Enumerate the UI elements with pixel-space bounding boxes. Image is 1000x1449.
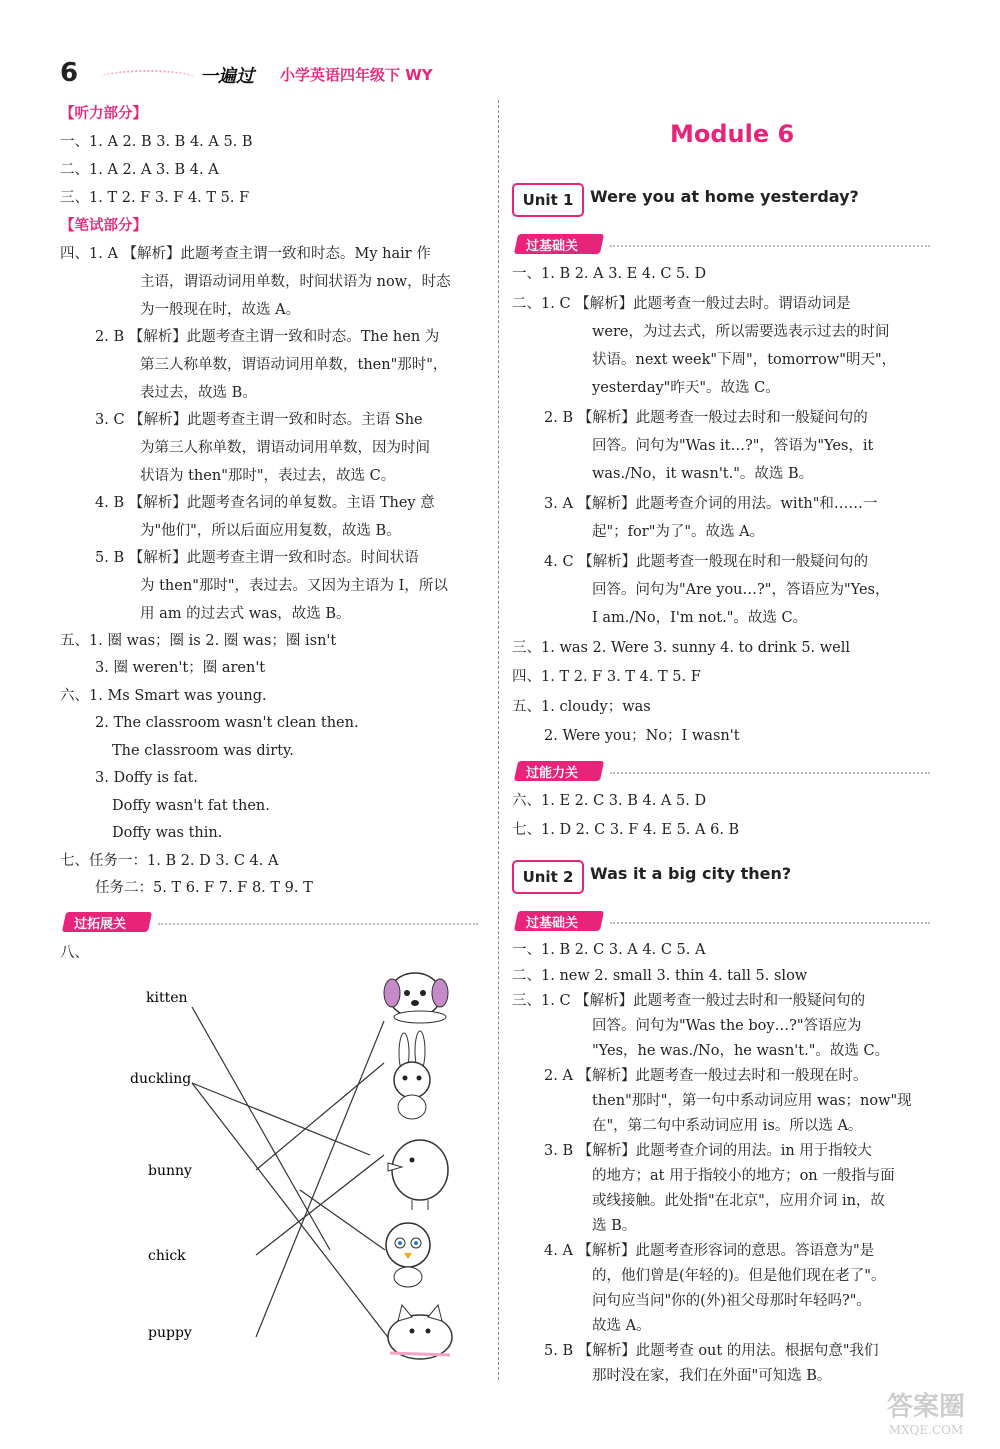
answer-line: 为 then"那时"，表过去。又因为主语为 I，所以 bbox=[140, 578, 448, 594]
svg-text:答案圈: 答案圈 bbox=[886, 1392, 966, 1422]
answer-line: 四、1. T 2. F 3. T 4. T 5. F bbox=[512, 669, 701, 685]
answer-line: 4. A 【解析】此题考查形容词的意思。答语意为"是 bbox=[544, 1243, 875, 1259]
left-column: 【听力部分】 一、1. A 2. B 3. B 4. A 5. B 二、1. A 2. A 3. B 4. A 三、1. T 2. F 3. F 4. T 5. F 【笔试部分】 四、1. A 【解析】此题考查主谓一致和时态。My hair 作 主语，谓语动词用单数，时间状语为 now，时态 为一般现在时，故选 A。 2. B 【解析】此题考查主谓一致和时态。The hen 为 第三人称单数，谓语动词用单数，then"那时"， 表过去，故选 B。 3. C 【解析】此题考查主谓一致和时态。主语 She 为第三人称单数，谓语动词用单数，因为时间 状语为 then"那时"，表过去，故选 C。 4. B 【解析】此题考查名词的单复数。主语 They 意 为"他们"，所以后面应用复数，故选 B。 5. B 【解析】此题考查主谓一致和时态。时间状语 为 then"那时"，表过去。又因为主语为 I，所以 用 am 的过去式 was，故选 B。 五、1. 圈 was；圈 is 2. 圈 was；圈 isn't 3. 圈 weren't；圈 aren't 六、1. Ms Smart was young. 2. The classroom wasn't clean then. The classroom was dirty. 3. Doffy is fat. Doffy wasn't fat then. Doffy was thin. 七、任务一：1. B 2. D 3. C 4. A 任务二：5. T 6. F 7. F 8. T 9. T 过拓展关 八、 kitten duckling bunny chick puppy bbox=[60, 0, 490, 1449]
answer-line: 2. Were you；No；I wasn't bbox=[544, 728, 740, 744]
unit-2-label: Unit 2 bbox=[512, 860, 584, 894]
answer-line: The classroom was dirty. bbox=[112, 743, 294, 759]
answer-line: 用 am 的过去式 was，故选 B。 bbox=[140, 606, 351, 622]
answer-line: 起"；for"为了"。故选 A。 bbox=[592, 524, 765, 540]
answer-line: 3. 圈 weren't；圈 aren't bbox=[95, 660, 266, 676]
answer-line: 一、1. A 2. B 3. B 4. A 5. B bbox=[60, 134, 253, 150]
answer-line: 在"，第二句中系动词应用 is。所以选 A。 bbox=[592, 1118, 863, 1134]
bunny-picture bbox=[394, 1031, 430, 1119]
match-lines bbox=[192, 1007, 390, 1340]
unit-1-title: Were you at home yesterday? bbox=[590, 187, 859, 206]
answer-line: 回答。问句为"Was the boy…?"答语应为 bbox=[592, 1018, 862, 1034]
answer-line: 的，他们曾是(年轻的)。但是他们现在老了"。 bbox=[592, 1268, 886, 1284]
answer-line: 一、1. B 2. C 3. A 4. C 5. A bbox=[512, 942, 706, 958]
answer-line: I am./No，I'm not."。故选 C。 bbox=[592, 610, 808, 626]
answer-line: 四、1. A 【解析】此题考查主谓一致和时态。My hair 作 bbox=[60, 246, 431, 262]
answer-line: 3. A 【解析】此题考查介词的用法。with"和……一 bbox=[544, 496, 878, 512]
answer-line: 状语为 then"那时"，表过去，故选 C。 bbox=[140, 468, 396, 484]
answer-line: 5. B 【解析】此题考查主谓一致和时态。时间状语 bbox=[95, 550, 419, 566]
answer-line: 3. B 【解析】此题考查介词的用法。in 用于指较大 bbox=[544, 1143, 872, 1159]
answer-line: Doffy was thin. bbox=[112, 825, 223, 841]
answer-line: 八、 bbox=[60, 945, 89, 961]
answer-line: 回答。问句为"Was it…?"，答语为"Yes，it bbox=[592, 438, 874, 454]
chick-picture bbox=[386, 1223, 430, 1287]
section-listening: 【听力部分】 bbox=[60, 105, 147, 122]
answer-line: 选 B。 bbox=[592, 1218, 637, 1234]
unit-1-label: Unit 1 bbox=[512, 183, 584, 217]
answer-line: 三、1. was 2. Were 3. sunny 4. to drink 5. well bbox=[512, 640, 851, 656]
answer-line: 三、1. T 2. F 3. F 4. T 5. F bbox=[60, 190, 250, 206]
answer-line: 4. B 【解析】此题考查名词的单复数。主语 They 意 bbox=[95, 495, 435, 511]
book-brand: 一遍过 bbox=[200, 66, 254, 87]
unit-2-title: Was it a big city then? bbox=[590, 864, 792, 883]
match-word-duckling: duckling bbox=[130, 1071, 192, 1087]
answer-line: 2. A 【解析】此题考查一般过去时和一般现在时。 bbox=[544, 1068, 868, 1084]
answer-line: 3. C 【解析】此题考查主谓一致和时态。主语 She bbox=[95, 412, 423, 428]
answer-line: Doffy wasn't fat then. bbox=[112, 798, 270, 814]
duckling-picture bbox=[388, 1140, 448, 1210]
answer-line: 五、1. cloudy；was bbox=[512, 699, 651, 715]
answer-line: 为一般现在时，故选 A。 bbox=[140, 302, 301, 318]
answer-line: 一、1. B 2. A 3. E 4. C 5. D bbox=[512, 266, 707, 282]
match-word-bunny: bunny bbox=[148, 1163, 192, 1179]
match-word-puppy: puppy bbox=[148, 1325, 192, 1341]
answer-line: 3. Doffy is fat. bbox=[95, 770, 199, 786]
answer-line: 状语。next week"下周"，tomorrow"明天"， bbox=[592, 352, 897, 368]
answer-line: 主语，谓语动词用单数，时间状语为 now，时态 bbox=[140, 274, 451, 290]
page-number: 6 bbox=[60, 58, 79, 88]
answer-line: yesterday"昨天"。故选 C。 bbox=[592, 380, 780, 396]
answer-line: 的地方；at 用于指较小的地方；on 一般指与面 bbox=[592, 1168, 895, 1184]
answer-line: 六、1. E 2. C 3. B 4. A 5. D bbox=[512, 793, 707, 809]
answer-line: 表过去，故选 B。 bbox=[140, 385, 257, 401]
answer-line: was./No，it wasn't."。故选 B。 bbox=[592, 466, 814, 482]
answer-line: 那时没在家，我们在外面"可知选 B。 bbox=[592, 1368, 832, 1384]
answer-line: 七、任务一：1. B 2. D 3. C 4. A bbox=[60, 853, 279, 869]
answer-line: 故选 A。 bbox=[592, 1318, 651, 1334]
answer-line: 三、1. C 【解析】此题考查一般过去时和一般疑问句的 bbox=[512, 993, 866, 1009]
column-divider bbox=[498, 100, 499, 1380]
answer-line: 二、1. C 【解析】此题考查一般过去时。谓语动词是 bbox=[512, 296, 851, 312]
book-subtitle: 小学英语四年级下 WY bbox=[280, 66, 433, 84]
answer-line: 二、1. A 2. A 3. B 4. A bbox=[60, 162, 219, 178]
kitten-picture bbox=[388, 1305, 452, 1359]
svg-text:MXQE.COM: MXQE.COM bbox=[888, 1423, 964, 1437]
answer-line: 二、1. new 2. small 3. thin 4. tall 5. slow bbox=[512, 968, 808, 984]
answer-line: 2. The classroom wasn't clean then. bbox=[95, 715, 359, 731]
match-word-kitten: kitten bbox=[146, 990, 188, 1006]
puppy-picture bbox=[384, 973, 448, 1023]
answer-line: 为"他们"，所以后面应用复数，故选 B。 bbox=[140, 523, 401, 539]
answer-line: 回答。问句为"Are you…?"，答语应为"Yes， bbox=[592, 582, 890, 598]
answer-line: 六、1. Ms Smart was young. bbox=[60, 688, 267, 704]
answer-line: 或线接触。此处指"在北京"，应用介词 in，故 bbox=[592, 1193, 885, 1209]
section-written: 【笔试部分】 bbox=[60, 217, 147, 234]
answer-line: 2. B 【解析】此题考查一般过去时和一般疑问句的 bbox=[544, 410, 868, 426]
watermark-logo bbox=[866, 1379, 986, 1439]
matching-diagram bbox=[120, 965, 490, 1375]
answer-line: 五、1. 圈 was；圈 is 2. 圈 was；圈 isn't bbox=[60, 633, 337, 649]
answer-line: 问句应当问"你的(外)祖父母那时年轻吗?"。 bbox=[592, 1293, 871, 1309]
answer-line: 为第三人称单数，谓语动词用单数，因为时间 bbox=[140, 440, 430, 456]
answer-line: 5. B 【解析】此题考查 out 的用法。根据句意"我们 bbox=[544, 1343, 879, 1359]
answer-line: were，为过去式，所以需要选表示过去的时间 bbox=[592, 324, 890, 340]
answer-line: 任务二：5. T 6. F 7. F 8. T 9. T bbox=[95, 880, 313, 896]
answer-line: 七、1. D 2. C 3. F 4. E 5. A 6. B bbox=[512, 822, 740, 838]
answer-line: 4. C 【解析】此题考查一般现在时和一般疑问句的 bbox=[544, 554, 869, 570]
answer-line: 2. B 【解析】此题考查主谓一致和时态。The hen 为 bbox=[95, 329, 440, 345]
match-word-chick: chick bbox=[148, 1248, 186, 1264]
right-column: Module 6 Unit 1 Were you at home yesterday? 过基础关 一、1. B 2. A 3. E 4. C 5. D 二、1. C 【解析】此题考查一般过去时。谓语动词是 were，为过去式，所以需要选表示过去的时间 状语。next week"下周"，tomorrow"明天"， yesterday"昨天"。故选 C。 2. B 【解析】此题考查一般过去时和一般疑问句的 回答。问句为"Was it…?"，答语为"Yes，it was./No，it wasn't."。故选 B。 3. A 【解析】此题考查介词的用法。with"和……一 起"；for"为了"。故选 A。 4. C 【解析】此题考查一般现在时和一般疑问句的 回答。问句为"Are you…?"，答语应为"Yes， I am./No，I'm not."。故选 C。 三、1. was 2. Were 3. sunny 4. to drink 5. well 四、1. T 2. F 3. T 4. T 5. F 五、1. cloudy；was 2. Were you；No；I wasn't 过能力关 六、1. E 2. C 3. B 4. A 5. D 七、1. D 2. C 3. F 4. E 5. A 6. B Unit 2 Was it a big city then? 过基础关 一、1. B 2. C 3. A 4. C 5. A 二、1. new 2. small 3. thin 4. tall 5. slow 三、1. C 【解析】此题考查一般过去时和一般疑问句的 回答。问句为"Was the boy…?"答语应为 "Yes，he was./No，he wasn't."。故选 C。 2. A 【解析】此题考查一般过去时和一般现在时。 then"那时"，第一句中系动词应用 was；now"现 在"，第二句中系动词应用 is。所以选 A。 3. B 【解析】此题考查介词的用法。in 用于指较大 的地方；at 用于指较小的地方；on 一般指与面 或线接触。此处指"在北京"，应用介词 in，故 选 B。 4. A 【解析】此题考查形容词的意思。答语意为"是 的，他们曾是(年轻的)。但是他们现在老了"。 问句应当问"你的(外)祖父母那时年轻吗?"。 故选 A。 5. B 【解析】此题考查 out 的用法。根据句意"我们 那时没在家，我们在外面"可知选 B。 bbox=[512, 0, 942, 1449]
answer-line: "Yes，he was./No，he wasn't."。故选 C。 bbox=[592, 1043, 890, 1059]
answer-line: then"那时"，第一句中系动词应用 was；now"现 bbox=[592, 1093, 912, 1109]
answer-line: 第三人称单数，谓语动词用单数，then"那时"， bbox=[140, 357, 448, 373]
module-title: Module 6 bbox=[670, 120, 795, 148]
